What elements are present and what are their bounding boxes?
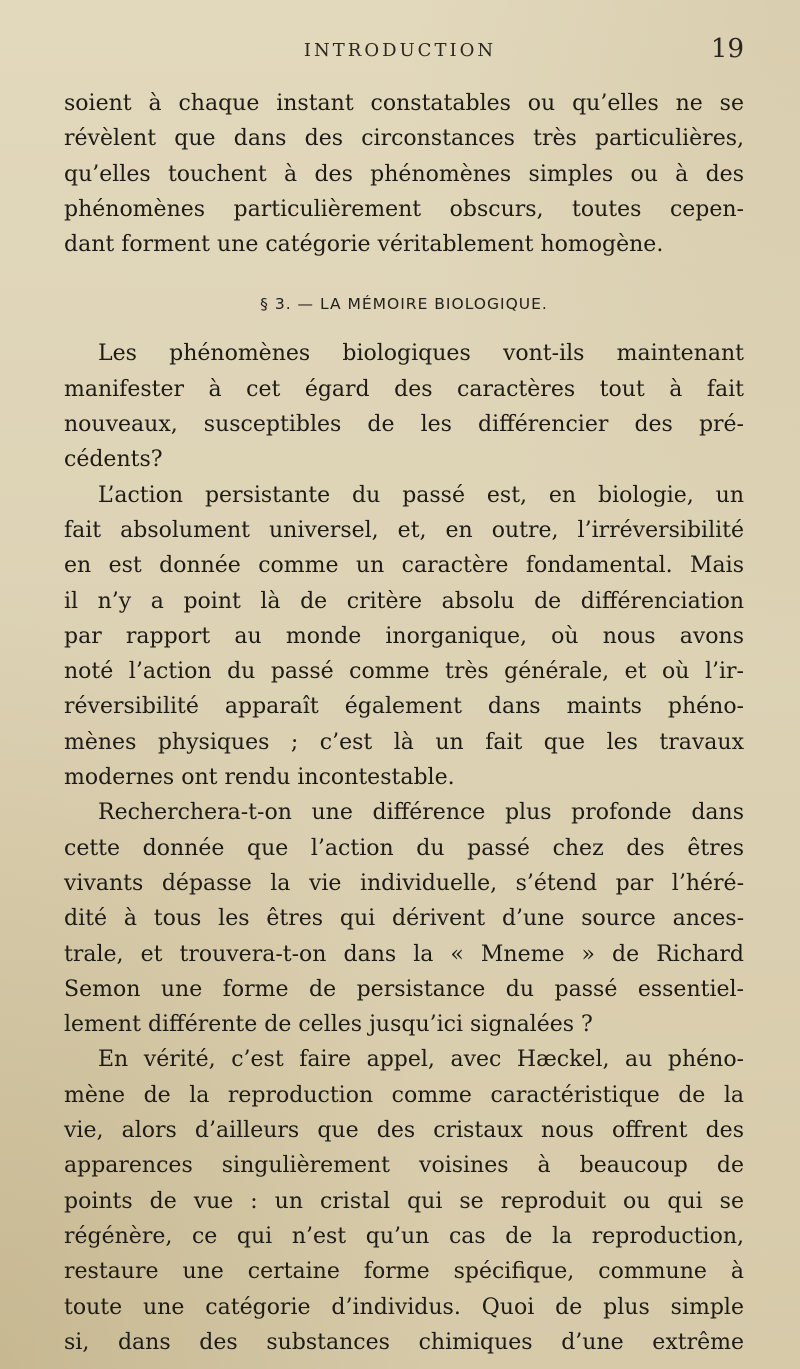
paragraph-5 xyxy=(64,1042,744,1360)
text-line: trale, et trouvera-t-on dans la « Mneme » de Richard xyxy=(64,941,744,967)
text-line: il n’y a point là de critère absolu de différenciation xyxy=(64,588,744,614)
text-line: Semon une forme de persistance du passé essentiel- xyxy=(64,976,744,1002)
text-line: mènes physiques ; c’est là un fait que les travaux xyxy=(64,729,744,755)
paragraph-4 xyxy=(64,795,744,1042)
paragraph-1 xyxy=(64,86,744,262)
text-line: nouveaux, susceptibles de les différencier des pré- xyxy=(64,412,744,438)
running-head xyxy=(0,36,800,76)
text-line: dant forment une catégorie véritablement homogène. xyxy=(64,232,664,258)
text-line: Les phénomènes biologiques vont-ils maintenant xyxy=(98,341,744,367)
text-line: révèlent que dans des circonstances très particulières, xyxy=(64,126,744,152)
text-line: lement différente de celles jusqu’ici signalées ? xyxy=(64,1012,593,1038)
text-line: soient à chaque instant constatables ou qu’elles ne se xyxy=(64,91,744,116)
paragraph-2 xyxy=(64,336,744,477)
text-line: en est donnée comme un caractère fondamental. Mais xyxy=(64,553,744,579)
running-title: INTRODUCTION xyxy=(303,40,497,61)
text-line: réversibilité apparaît également dans maints phéno- xyxy=(64,694,744,720)
text-line: dité à tous les êtres qui dérivent d’une source ances- xyxy=(64,906,744,932)
text-line: apparences singulièrement voisines à beaucoup de xyxy=(64,1153,744,1179)
text-line: En vérité, c’est faire appel, avec Hæckel, au phéno- xyxy=(98,1047,744,1073)
text-line: cédents? xyxy=(64,447,163,473)
text-line: par rapport au monde inorganique, où nous avons xyxy=(64,623,744,649)
paragraph-3 xyxy=(64,478,744,796)
text-line: Recherchera-t-on une différence plus profonde dans xyxy=(98,800,744,826)
text-line: L’action persistante du passé est, en biologie, un xyxy=(98,482,744,508)
page-number: 19 xyxy=(710,34,744,64)
text-line: manifester à cet égard des caractères tout à fait xyxy=(64,376,744,402)
text-line: noté l’action du passé comme très générale, et où l’ir- xyxy=(64,659,744,685)
text-line: modernes ont rendu incontestable. xyxy=(64,765,455,791)
text-line: si, dans des substances chimiques d’une extrême xyxy=(64,1329,744,1355)
text-line: phénomènes particulièrement obscurs, toutes cepen- xyxy=(64,196,744,222)
text-line: qu’elles touchent à des phénomènes simples ou à des xyxy=(64,161,744,187)
text-line: toute une catégorie d’individus. Quoi de plus simple xyxy=(64,1294,744,1320)
text-line: restaure une certaine forme spécifique, commune à xyxy=(64,1259,744,1285)
text-line: points de vue : un cristal qui se reproduit ou qui se xyxy=(64,1188,744,1214)
text-line: vivants dépasse la vie individuelle, s’étend par l’héré- xyxy=(64,870,744,896)
section-heading: § 3. — LA MÉMOIRE BIOLOGIQUE. xyxy=(260,295,548,314)
text-line: régénère, ce qui n’est qu’un cas de la reproduction, xyxy=(64,1223,744,1249)
body-text xyxy=(64,86,744,1360)
text-line: cette donnée que l’action du passé chez des êtres xyxy=(64,835,744,861)
text-line: fait absolument universel, et, en outre, l’irréversibilité xyxy=(64,517,744,543)
text-line: mène de la reproduction comme caractéristique de la xyxy=(64,1082,744,1108)
text-line: vie, alors d’ailleurs que des cristaux nous offrent des xyxy=(64,1118,744,1144)
